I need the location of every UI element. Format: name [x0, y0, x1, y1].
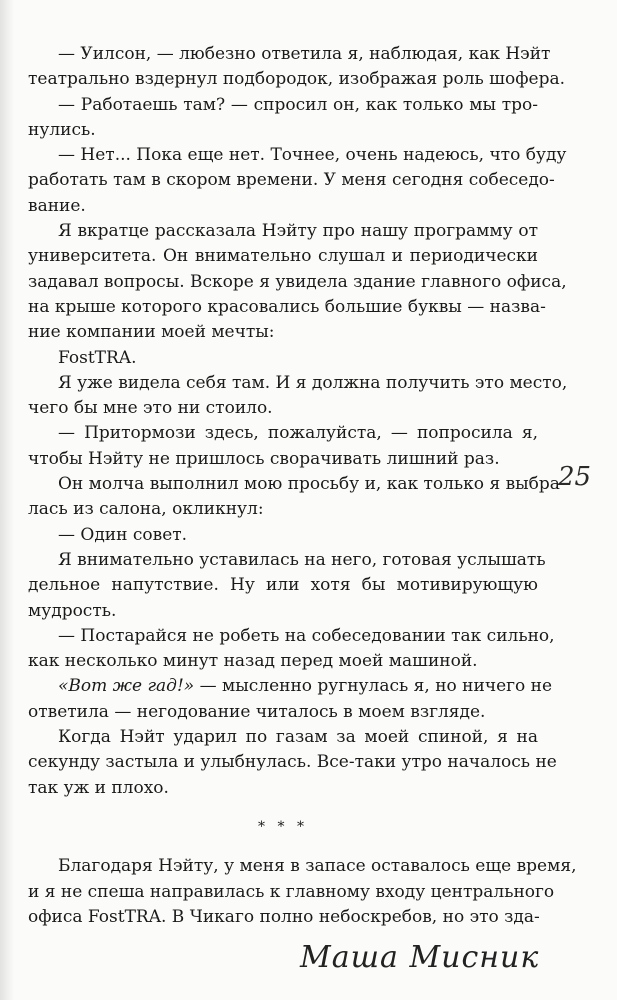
text-line: так уж и плохо.	[28, 777, 169, 798]
text-line: офиса FostTRA. В Чикаго полно небоскребов, но это зда-	[28, 906, 540, 927]
text-line: Когда Нэйт ударил по газам за моей спиной, я на	[58, 727, 538, 748]
text-line: чтобы Нэйту не пришлось сворачивать лишний раз.	[28, 448, 500, 469]
text-line: ние компании моей мечты:	[28, 322, 275, 343]
text-line: Я уже видела себя там. И я должна получить это место,	[58, 372, 568, 393]
text-line: вание.	[28, 195, 86, 216]
text-line: на крыше которого красовались большие буквы — назва-	[28, 296, 546, 317]
text-line: секунду застыла и улыбнулась. Все-таки утро началось не	[28, 752, 557, 773]
text-line: — Работаешь там? — спросил он, как только мы тро-	[58, 94, 538, 115]
text-line: лась из салона, окликнул:	[28, 499, 264, 520]
text-line: ответила — негодование читалось в моем взгляде.	[28, 701, 486, 722]
section-spacer	[28, 801, 538, 815]
text-line: Благодаря Нэйту, у меня в запасе оставалось еще время,	[58, 856, 577, 877]
text-line: работать там в скором времени. У меня сегодня собеседо-	[28, 170, 555, 191]
text-line: Он молча выполнил мою просьбу и, как только я выбра-	[58, 474, 566, 495]
text-line: — Нет... Пока еще нет. Точнее, очень надеюсь, что буду	[58, 145, 567, 166]
text-line: Я вкратце рассказала Нэйту про нашу программу от	[58, 221, 538, 242]
text-line: — Уилсон, — любезно ответила я, наблюдая, как Нэйт	[58, 44, 551, 64]
text-line	[28, 674, 553, 699]
text-line: чего бы мне это ни стоило.	[28, 398, 273, 419]
text-line: — Один совет.	[58, 524, 188, 545]
text-line: Я внимательно уставилась на него, готовая услышать	[58, 549, 546, 570]
page-edge-shadow	[0, 0, 14, 1000]
section-separator: * * *	[258, 818, 308, 835]
section-spacer	[28, 840, 538, 854]
text-line: нулись.	[28, 119, 96, 140]
author-signature: Маша Мисник	[300, 940, 540, 975]
text-line: как несколько минут назад перед моей машиной.	[28, 651, 478, 672]
text-line: — Притормози здесь, пожалуйста, — попросила я,	[58, 423, 538, 444]
text-line: университета. Он внимательно слушал и периодически	[28, 246, 538, 267]
text-line: мудрость.	[28, 600, 117, 621]
text-line: — Постарайся не робеть на собеседовании так сильно,	[58, 625, 555, 646]
text-line: театрально вздернул подбородок, изображая роль шофера.	[28, 69, 565, 90]
text-line: FostTRA.	[58, 347, 137, 368]
text-line: задавал вопросы. Вскоре я увидела здание главного офиса,	[28, 271, 567, 292]
page-number: 25	[558, 462, 592, 492]
text-line-rest: — мысленно ругнулась я, но ничего не	[194, 676, 553, 697]
text-line: и я не спеша направилась к главному входу центрального	[28, 881, 555, 902]
italic-quote: «Вот же гад!»	[58, 676, 195, 697]
text-line: дельное напутствие. Ну или хотя бы мотивирующую	[28, 575, 538, 596]
